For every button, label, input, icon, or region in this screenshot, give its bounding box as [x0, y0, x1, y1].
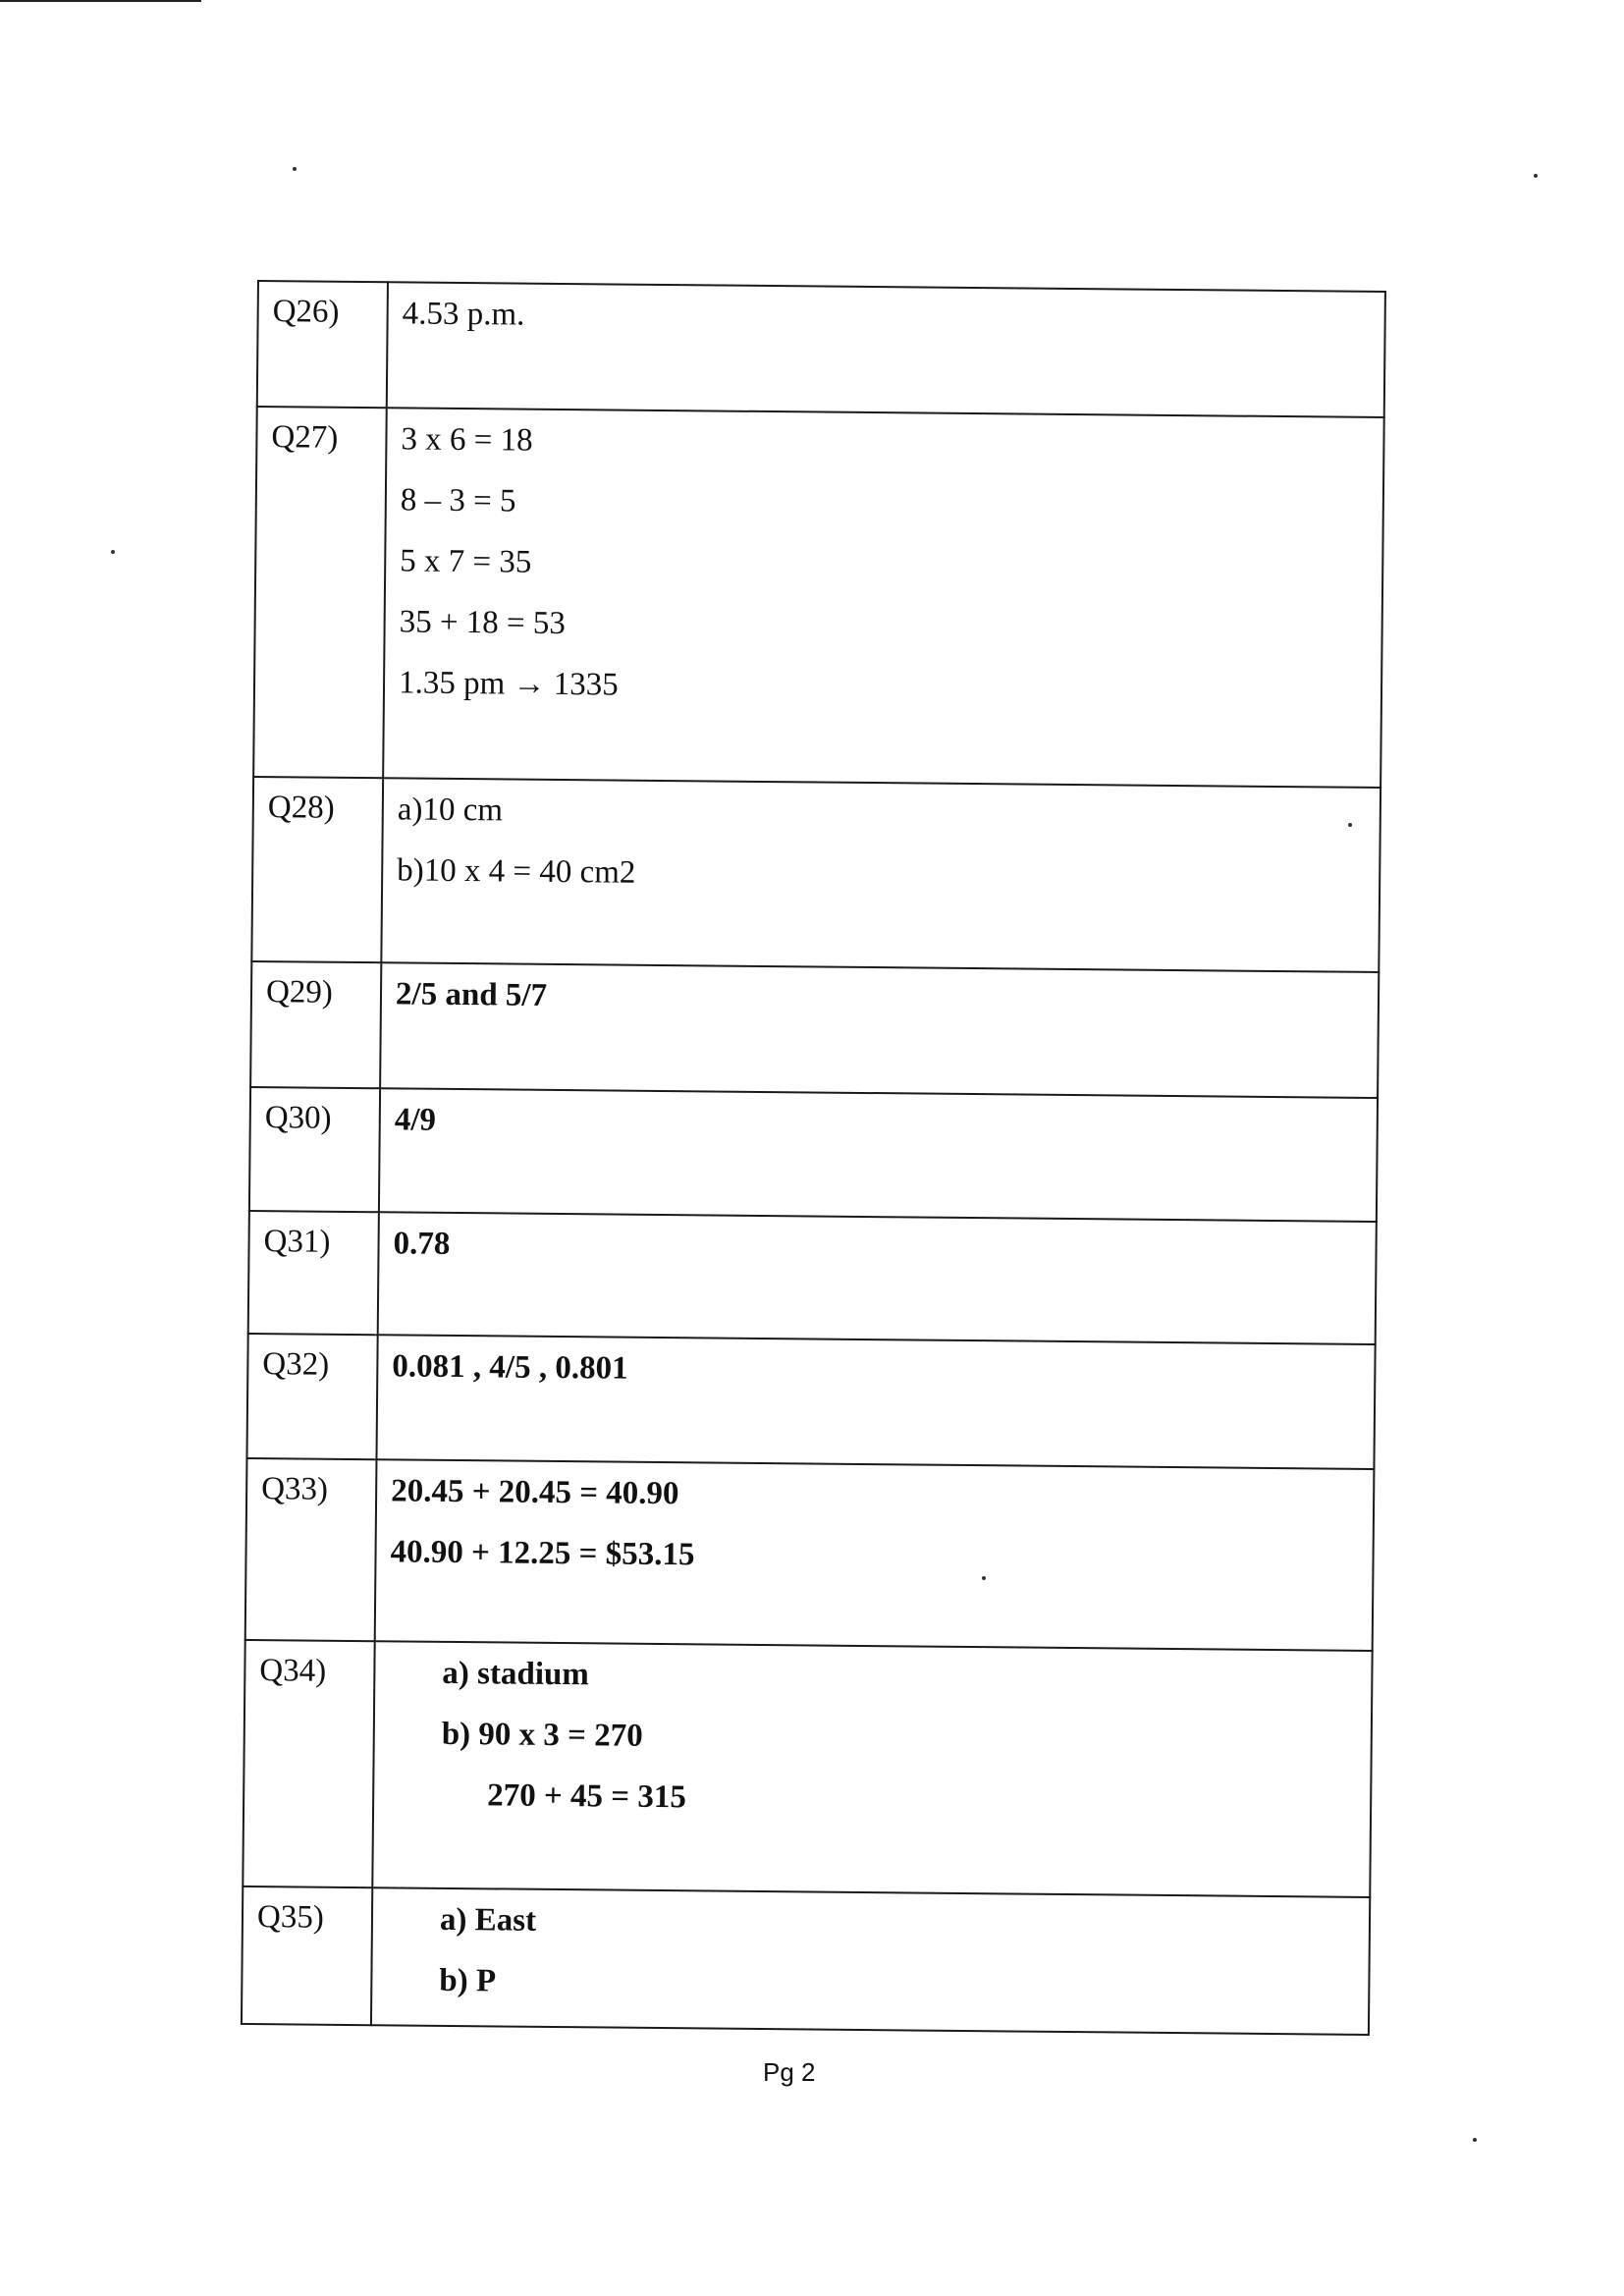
- answer-row-q27: [253, 407, 1384, 788]
- question-number: Q29): [250, 961, 381, 1088]
- scan-speck: [1473, 2138, 1477, 2142]
- answer-line: 4.53 p.m.: [402, 296, 525, 333]
- question-number: Q28): [251, 777, 383, 962]
- answer-line: b) P: [439, 1962, 497, 1999]
- answer-row-q28: [251, 777, 1380, 972]
- answer-cell: [376, 1335, 1375, 1469]
- answer-line: 40.90 + 12.25 = $53.15: [390, 1534, 695, 1573]
- answer-row-q31: [248, 1211, 1377, 1344]
- question-number: Q27): [253, 407, 387, 778]
- answer-line: a) stadium: [442, 1655, 589, 1693]
- answer-row-q33: [245, 1458, 1375, 1651]
- answer-cell: [375, 1459, 1375, 1651]
- answer-cell: [381, 778, 1380, 972]
- question-number: Q26): [257, 281, 388, 408]
- question-number: Q30): [249, 1087, 380, 1212]
- answer-line: 20.45 + 20.45 = 40.90: [390, 1473, 679, 1512]
- scan-speck: [293, 167, 297, 171]
- scan-edge-line: [0, 0, 201, 2]
- answer-line: 8 – 3 = 5: [400, 482, 516, 519]
- answer-line: 1.35 pm → 1335: [398, 665, 619, 703]
- answer-line: 270 + 45 = 315: [487, 1777, 686, 1816]
- question-number: Q35): [242, 1886, 372, 2025]
- answer-line: 2/5 and 5/7: [395, 976, 548, 1013]
- answer-cell: [383, 408, 1384, 788]
- answer-line: a)10 cm: [397, 792, 504, 829]
- answer-line: b) 90 x 3 = 270: [441, 1716, 643, 1754]
- answer-row-q32: [246, 1334, 1375, 1469]
- scan-speck: [111, 550, 115, 554]
- answer-cell: [378, 1212, 1377, 1344]
- page-number: Pg 2: [763, 2057, 816, 2087]
- answer-line: 0.78: [393, 1226, 451, 1262]
- answer-row-q35: [242, 1886, 1370, 2035]
- answer-row-q26: [257, 281, 1385, 417]
- answer-row-q34: [243, 1640, 1372, 1897]
- answer-line: 3 x 6 = 18: [401, 421, 533, 459]
- question-number: Q32): [246, 1334, 377, 1459]
- answer-cell: [380, 962, 1379, 1098]
- answer-line: 4/9: [394, 1102, 437, 1138]
- answer-line: 5 x 7 = 35: [400, 543, 532, 580]
- answer-table: [241, 280, 1386, 2036]
- answer-line: 0.081 , 4/5 , 0.801: [392, 1348, 628, 1387]
- answer-line: b)10 x 4 = 40 cm2: [397, 852, 636, 891]
- answer-cell: [372, 1641, 1372, 1897]
- question-number: Q31): [248, 1211, 379, 1335]
- question-number: Q34): [243, 1640, 374, 1887]
- answer-line: 35 + 18 = 53: [399, 604, 567, 642]
- answer-cell: [371, 1887, 1370, 2035]
- answer-line: a) East: [439, 1901, 537, 1939]
- answer-row-q30: [249, 1087, 1378, 1222]
- answer-row-q29: [250, 961, 1379, 1098]
- answer-cell: [387, 282, 1385, 417]
- scan-speck: [1534, 174, 1538, 178]
- answer-cell: [379, 1088, 1378, 1222]
- question-number: Q33): [245, 1458, 377, 1641]
